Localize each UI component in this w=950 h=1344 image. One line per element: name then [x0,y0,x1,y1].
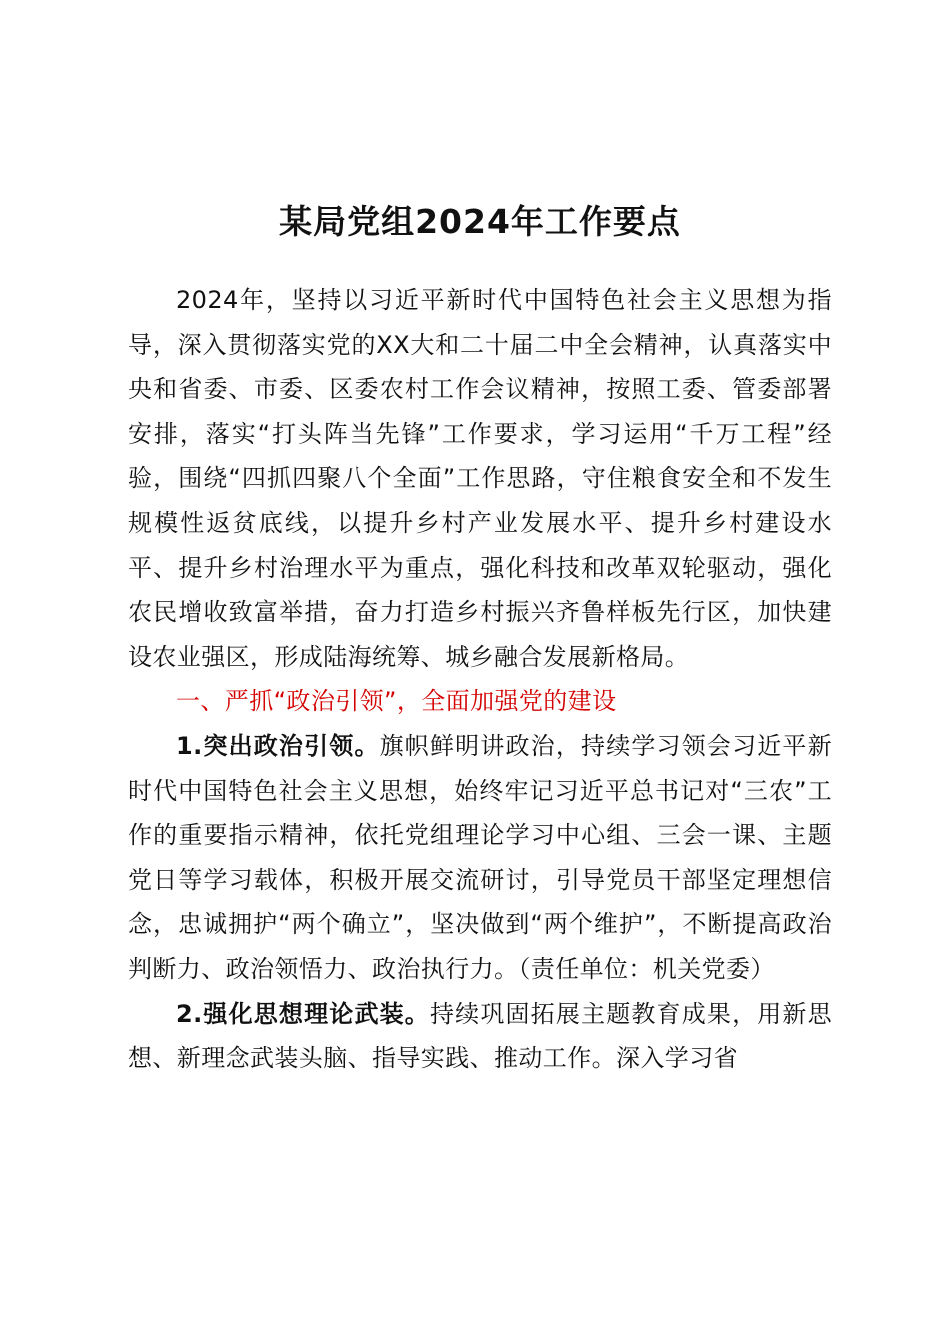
item-2-lead: 2.强化思想理论武装。 [176,999,430,1028]
item-1-lead: 1.突出政治引领。 [176,731,380,760]
item-1-body: 旗帜鲜明讲政治，持续学习领会习近平新时代中国特色社会主义思想，始终牢记习近平总书记对“三农”工作的重要指示精神，依托党组理论学习中心组、三会一课、主题党日等学习载体，积极开展交流研讨，引导党员干部坚定理想信念，忠诚拥护“两个确立”，坚决做到“两个维护”，不断提高政治判断力、政治领悟力、政治执行力。（责任单位：机关党委） [128,731,832,983]
item-2-body: 持续巩固拓展主题教育成果，用新思想、新理念武装头脑、指导实践、推动工作。深入学习省 [128,999,832,1073]
section-heading-1: 一、严抓“政治引领”，全面加强党的建设 [176,687,617,716]
item-paragraph-1 [128,724,832,992]
intro-paragraph: 2024年，坚持以习近平新时代中国特色社会主义思想为指导，深入贯彻落实党的XX大和二十届二中全会精神，认真落实中央和省委、市委、区委农村工作会议精神，按照工委、管委部署安排，落实“打头阵当先锋”工作要求，学习运用“千万工程”经验，围绕“四抓四聚八个全面”工作思路，守住粮食安全和不发生规模性返贫底线，以提升乡村产业发展水平、提升乡村建设水平、提升乡村治理水平为重点，强化科技和改革双轮驱动，强化农民增收致富举措，奋力打造乡村振兴齐鲁样板先行区，加快建设农业强区，形成陆海统筹、城乡融合发展新格局。 [128,286,832,671]
document-title: 某局党组2024年工作要点 [279,202,681,241]
item-paragraph-2 [128,992,832,1081]
document-page [128,200,832,1081]
